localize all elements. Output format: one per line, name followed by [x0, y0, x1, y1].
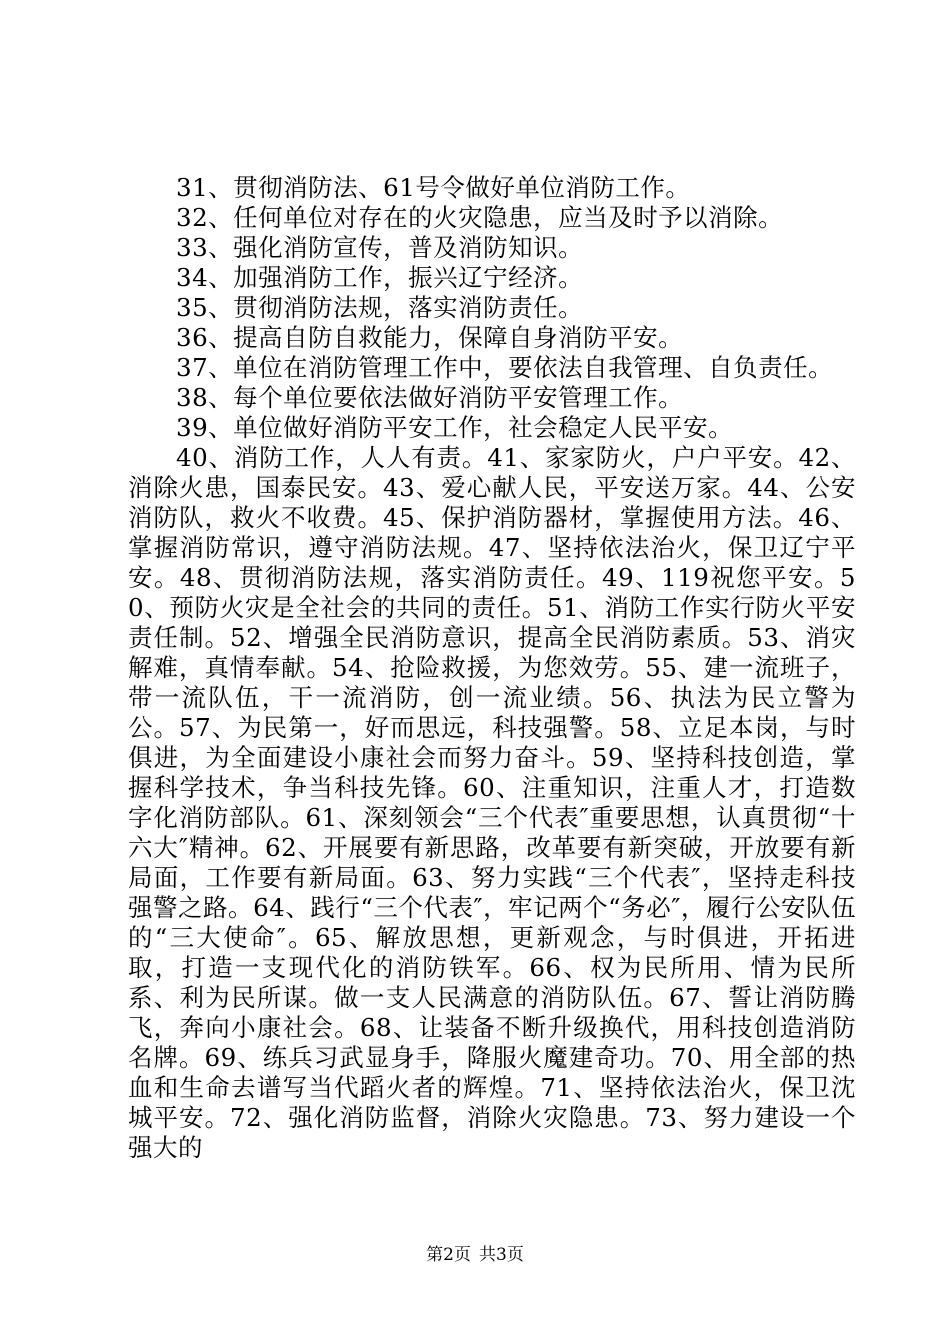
- slogan-line: 32、任何单位对存在的火灾隐患，应当及时予以消除。: [176, 203, 784, 232]
- slogan-line: 37、单位在消防管理工作中，要依法自我管理、自负责任。: [176, 353, 834, 382]
- slogan-line: 34、加强消防工作，振兴辽宁经济。: [176, 263, 584, 292]
- slogan-line: 38、每个单位要依法做好消防平安管理工作。: [176, 383, 684, 412]
- document-body: [128, 173, 856, 1163]
- slogan-paragraph: 40、消防工作，人人有责。41、家家防火，户户平安。42、消除火患，国泰民安。43、爱心献人民，平安送万家。44、公安消防队，救火不收费。45、保护消防器材，掌握使用方法。46、掌握消防常识，遵守消防法规。47、坚持依法治火，保卫辽宁平安。48、贯彻消防法规，落实消防责任。49、119祝您平安。50、预防火灾是全社会的共同的责任。51、消防工作实行防火平安责任制。52、增强全民消防意识，提高全民消防素质。53、消灾解难，真情奉献。54、抢险救援，为您效劳。55、建一流班子，带一流队伍，干一流消防，创一流业绩。56、执法为民立警为公。57、为民第一，好而思远，科技强警。58、立足本岗，与时俱进，为全面建设小康社会而努力奋斗。59、坚持科技创造，掌握科学技术，争当科技先锋。60、注重知识，注重人才，打造数字化消防部队。61、深刻领会“三个代表″重要思想，认真贯彻“十六大″精神。62、开展要有新思路，改革要有新突破，开放要有新局面，工作要有新局面。63、努力实践“三个代表″，坚持走科技强警之路。64、践行“三个代表″，牢记两个“务必″，履行公安队伍的“三大使命″。65、解放思想，更新观念，与时俱进，开拓进取，打造一支现代化的消防铁军。66、权为民所用、情为民所系、利为民所谋。做一支人民满意的消防队伍。67、誓让消防腾飞，奔向小康社会。68、让装备不断升级换代，用科技创造消防名牌。69、练兵习武显身手，降服火魔建奇功。70、用全部的热血和生命去谱写当代蹈火者的辉煌。71、坚持依法治火，保卫沈城平安。72、强化消防监督，消除火灾隐患。73、努力建设一个强大的: [128, 443, 856, 1162]
- page-total: 共3页: [479, 1245, 524, 1265]
- slogan-line: 39、单位做好消防平安工作，社会稳定人民平安。: [176, 413, 734, 442]
- slogan-line: 33、强化消防宣传，普及消防知识。: [176, 233, 584, 262]
- slogan-line: 36、提高自防自救能力，保障自身消防平安。: [176, 323, 684, 352]
- page-footer: [0, 1244, 950, 1266]
- page-number: 第2页: [426, 1245, 471, 1265]
- slogan-line: 35、贯彻消防法规，落实消防责任。: [176, 293, 584, 322]
- slogan-line: 31、贯彻消防法、61号令做好单位消防工作。: [176, 173, 691, 202]
